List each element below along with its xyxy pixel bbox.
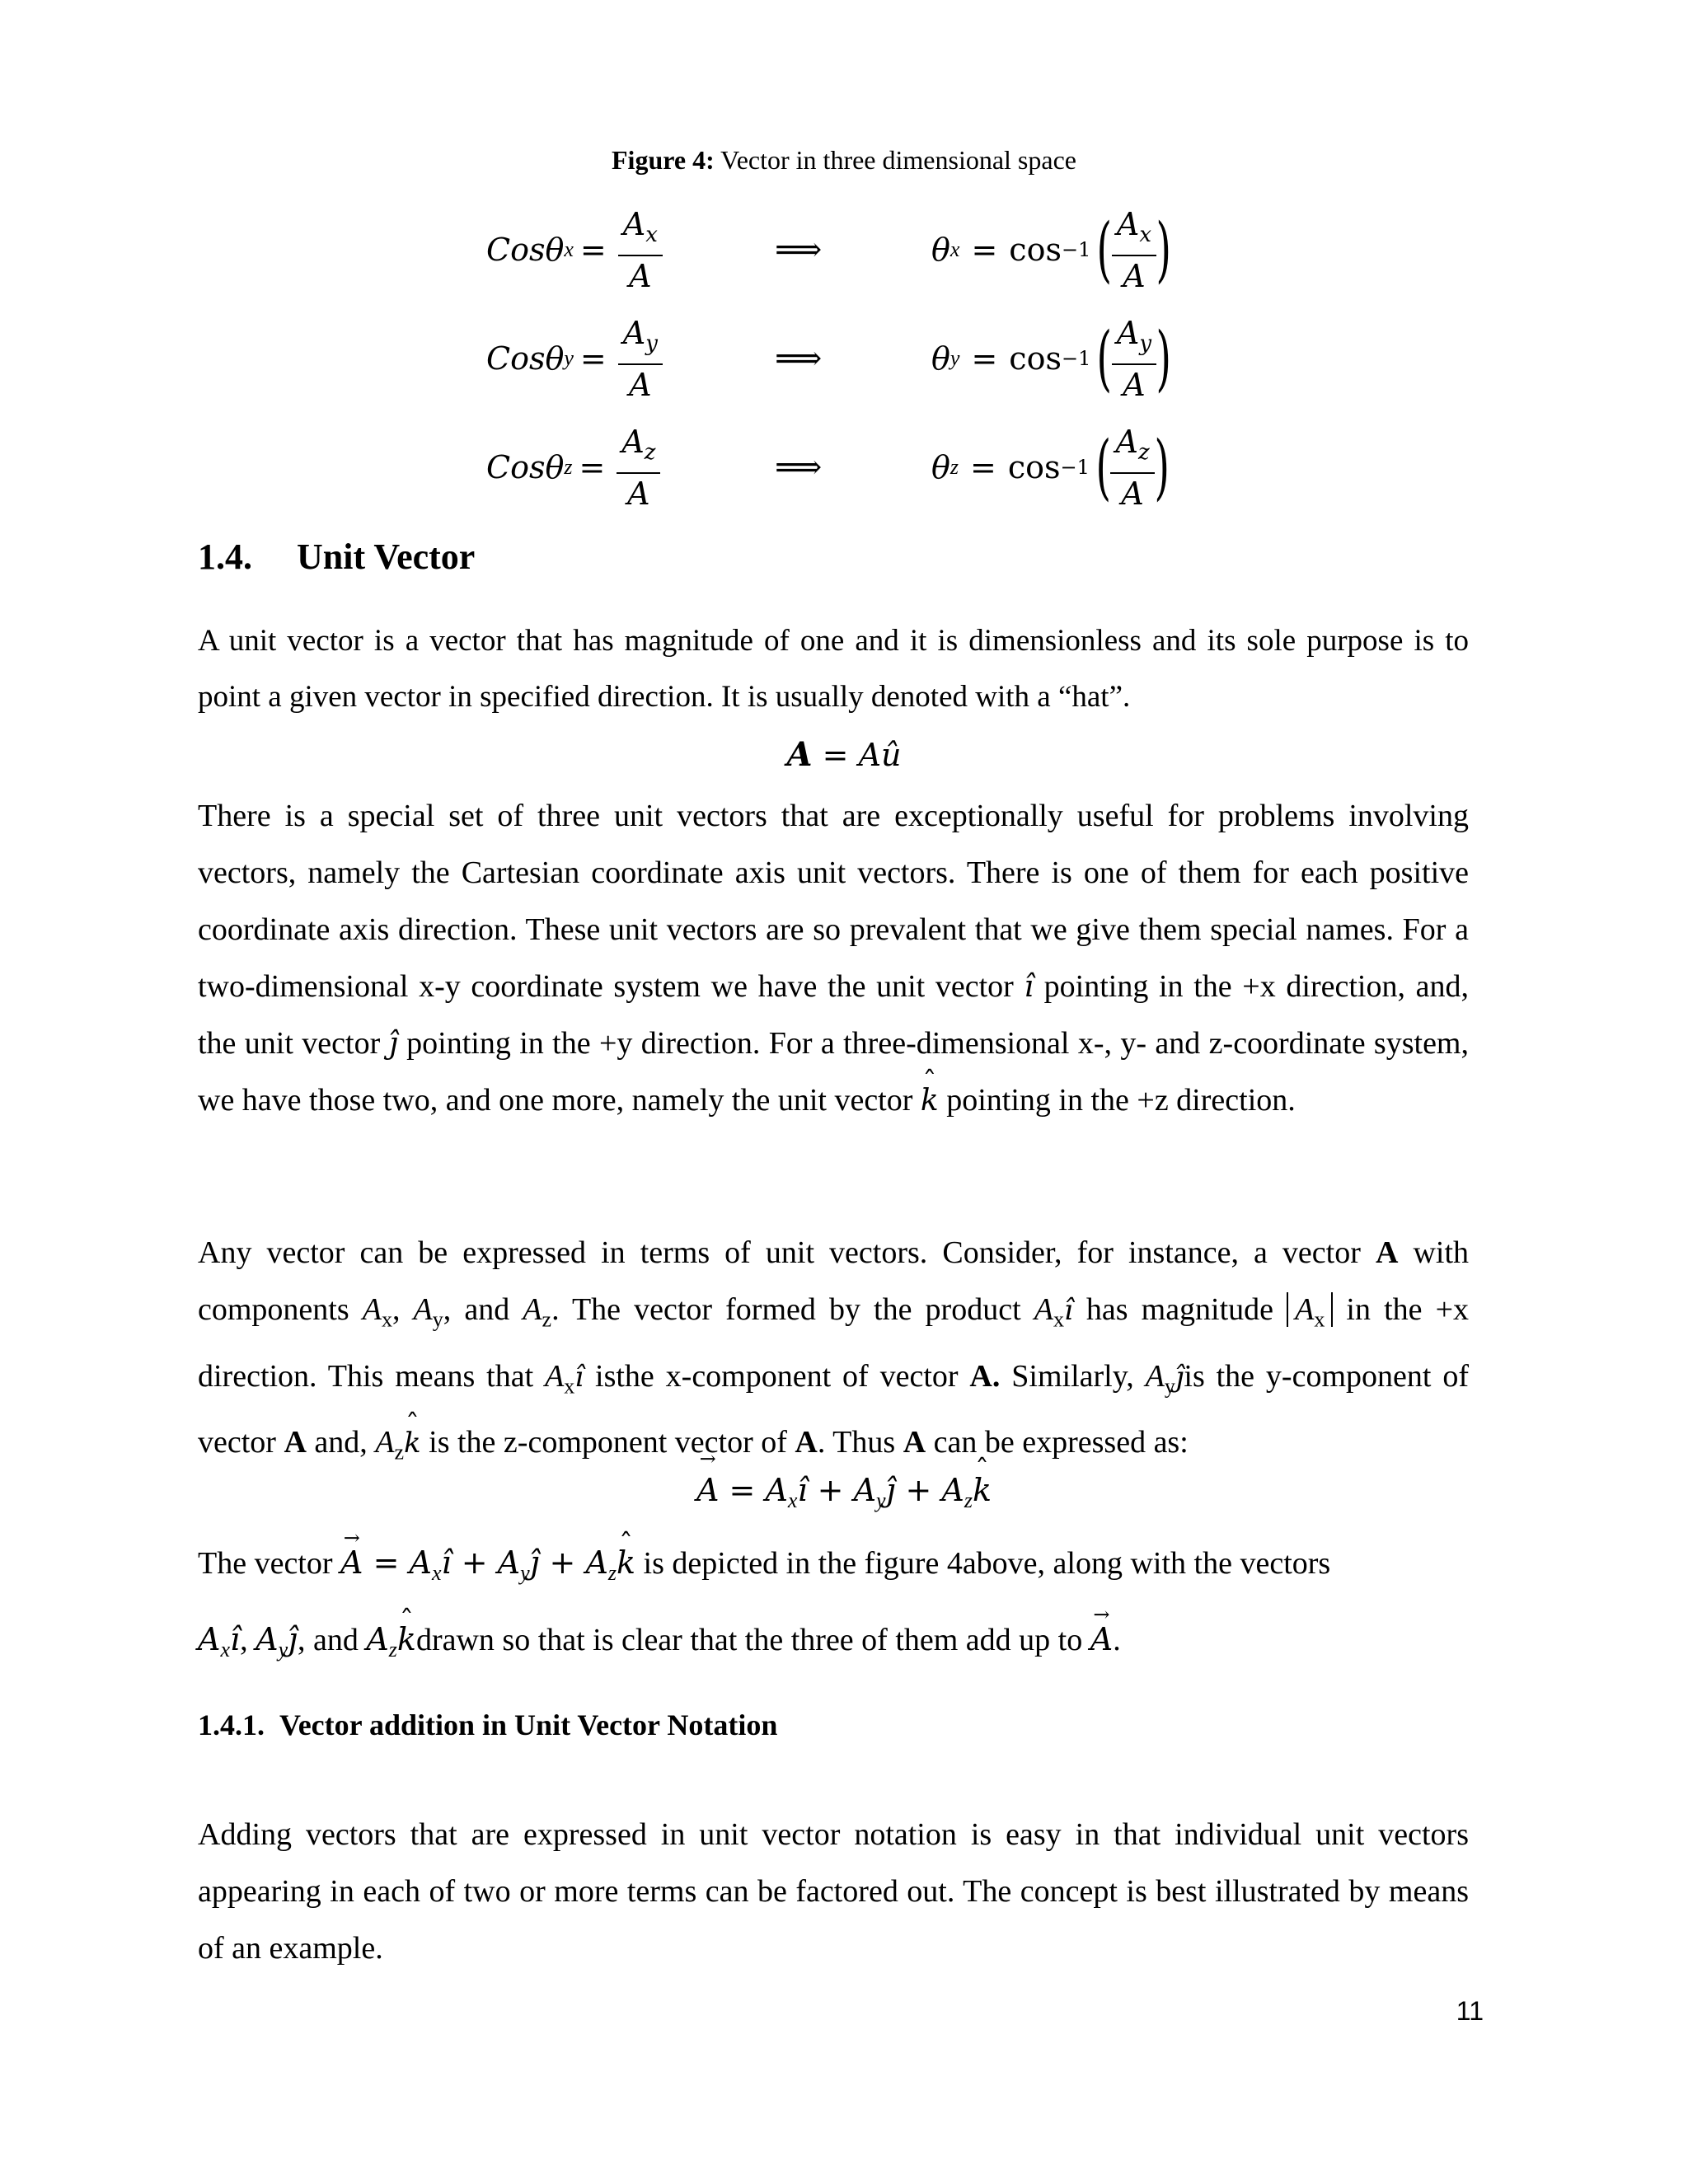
paragraph-cartesian-unit-vectors: There is a special set of three unit vectors that are exceptionally useful for problems involving vectors, namely the Cartesian coordinate axis unit vectors. There is one of them for each positive coordinate axis direction. These unit vectors are so prevalent that we give them special names. For a two-dimensional x-y coordinate system we have the unit vector ı̂ pointing in the +x direction, and, the unit vector ȷ̂ pointing in the +y direction. For a three-dimensional x-, y- and z-coordinate system, we have those two, and one more, namely the unit vector ˆ k pointing in the +z direction. bbox=[198, 788, 1469, 1129]
direction-cosine-z bbox=[0, 414, 1688, 521]
theta-y-eq: θ y = cos −1 ( $\frac{A_y}{A}$ ) bbox=[931, 314, 1172, 403]
subsection-title: Vector addition in Unit Vector Notation bbox=[279, 1708, 778, 1741]
section-title: Unit Vector bbox=[297, 537, 476, 577]
paragraph-figure-reference: The vector → $A = A_xı̂$ + $A_yȷ̂$ + $A_zˆ$ k is depicted in the figure 4above, along with the vectors $A_xı̂$, $A_yȷ̂$, and $A_zˆ$ kdrawn so that is clear that the three of them add up to → A. bbox=[198, 1530, 1469, 1683]
fraction: $\frac{A_x}{A}$ bbox=[618, 206, 663, 294]
theta-x-eq: θ x = cos −1 ( $\frac{A_x}{A}$ ) bbox=[931, 205, 1172, 294]
cos-theta-z-eq: Cos θ z = $\frac{A_z}{A}$ bbox=[486, 414, 665, 521]
section-heading bbox=[198, 536, 475, 578]
implies-arrow: ⟹ bbox=[775, 340, 823, 377]
direction-cosine-x bbox=[0, 196, 1688, 303]
cos-theta-y-eq: Cos θ y = $\frac{A_y}{A}$ bbox=[486, 305, 668, 412]
theta-z-eq: θ z = cos −1 ( $\frac{A_z}{A}$ ) bbox=[931, 423, 1170, 512]
unit-vector-equation: A = Aû bbox=[786, 735, 902, 774]
paragraph-vector-components: Any vector can be expressed in terms of unit vectors. Consider, for instance, a vector A with components $A_x$, $A_y$, and $A_z$. The vector formed by the product $A_xı̂$ has magnitude $A_x$ in the +x direction. This means that $A_xı̂$ isthe x-component of vector A. Similarly, $A_yȷ̂is$ the y-component of vector A and, $A_zˆ$ k is the z-component vector of A. Thus A can be expressed as: bbox=[198, 1225, 1469, 1481]
paragraph-unit-vector-def: A unit vector is a vector that has magnitude of one and it is dimensionless and its sole purpose is to point a given vector in specified direction. It is usually denoted with a “hat”. bbox=[198, 624, 1469, 714]
cos-theta-x-eq: Cos θ x = $\frac{A_x}{A}$ bbox=[486, 196, 668, 303]
vector-unit-notation-equation: → $A = A_xı̂$ + $A_yȷ̂$ + $A_zˆ$ k bbox=[0, 1470, 1688, 1513]
figure-label: Figure 4: bbox=[612, 145, 715, 175]
implies-arrow: ⟹ bbox=[775, 231, 823, 269]
page-number: 11 bbox=[1456, 1996, 1484, 2026]
section-number: 1.4. bbox=[198, 537, 252, 577]
subsection-heading bbox=[198, 1708, 777, 1742]
figure-caption bbox=[0, 145, 1688, 176]
subsection-number: 1.4.1. bbox=[198, 1708, 265, 1741]
direction-cosine-y bbox=[0, 305, 1688, 412]
implies-arrow: ⟹ bbox=[775, 448, 823, 486]
paragraph-vector-addition: Adding vectors that are expressed in unit vector notation is easy in that individual unit vectors appearing in each of two or more terms can be factored out. The concept is best illustrated by means of an example. bbox=[198, 1817, 1469, 1966]
figure-caption-text: Vector in three dimensional space bbox=[720, 145, 1076, 175]
